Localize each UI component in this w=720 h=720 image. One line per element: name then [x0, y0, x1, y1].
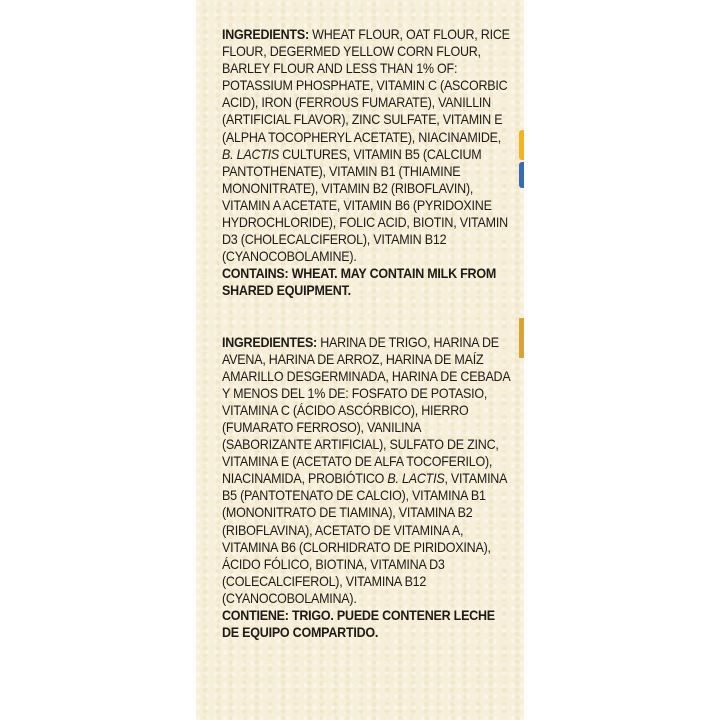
contiene-statement: CONTIENE: TRIGO. PUEDE CONTENER LECHE DE EQUIPO COMPARTIDO.	[222, 608, 495, 641]
english-ingredients	[222, 26, 512, 300]
ingredientes-list-continued: , VITAMINA B5 (PANTOTENATO DE CALCIO), VITAMINA B1 (MONONITRATO DE TIAMINA), VITAMINA B2 (RIBOFLAVINA), ACETATO DE VITAMINA A, VITAMINA B6 (CLORHIDRATO DE PIRIDOXINA), ÁCIDO FÓLICO, BIOTINA, VITAMINA D3 (COLECALCIFEROL), VITAMINA B12 (CYANOCOBOLAMINA).	[222, 471, 507, 606]
lactis-italic-es: B. LACTIS	[387, 471, 445, 487]
ingredients-panel	[196, 0, 524, 720]
lactis-italic: B. LACTIS	[222, 146, 280, 162]
ingredients-text	[222, 26, 512, 641]
english-ingredients-paragraph	[222, 26, 512, 265]
allergen-statement: CONTAINS: WHEAT. MAY CONTAIN MILK FROM SHARED EQUIPMENT.	[222, 266, 497, 299]
ingredients-list-continued: CULTURES, VITAMIN B5 (CALCIUM PANTOTHENATE), VITAMIN B1 (THIAMINE MONONITRATE), VITAMIN B2 (RIBOFLAVIN), VITAMIN A ACETATE, VITAMIN B6 (PYRIDOXINE HYDROCHLORIDE), FOLIC ACID, BIOTIN, VITAMIN D3 (CHOLECALCIFEROL), VITAMIN B12 (CYANOCOBOLAMINE).	[222, 146, 508, 265]
spanish-ingredients-paragraph	[222, 334, 512, 608]
ingredients-label: INGREDIENTS:	[222, 27, 309, 42]
package-art-blue-fragment	[519, 162, 524, 188]
ingredients-list: WHEAT FLOUR, OAT FLOUR, RICE FLOUR, DEGERMED YELLOW CORN FLOUR, BARLEY FLOUR AND LESS THAN 1% OF: POTASSIUM PHOSPHATE, VITAMIN C (ASCORBIC ACID), IRON (FERROUS FUMARATE), VANILLIN (ARTIFICIAL FLAVOR), ZINC SULFATE, VITAMIN E (ALPHA TOCOPHERYL ACETATE), NIACINAMIDE,	[222, 27, 510, 145]
spanish-ingredients	[222, 334, 512, 642]
ingredientes-list: HARINA DE TRIGO, HARINA DE AVENA, HARINA DE ARROZ, HARINA DE MAÍZ AMARILLO DESGERMINADA, HARINA DE CEBADA Y MENOS DEL 1% DE: FOSFATO DE POTASIO, VITAMINA C (ÁCIDO ASCÓRBICO), HIERRO (FUMARATO FERROSO), VANILINA (SABORIZANTE ARTIFICIAL), SULFATO DE ZINC, VITAMINA E (ACETATO DE ALFA TOCOFERILO), NIACINAMIDA, PROBIÓTICO	[222, 334, 510, 487]
package-art-sun-fragment	[519, 130, 524, 160]
package-art-gold-fragment	[519, 318, 524, 358]
ingredientes-label: INGREDIENTES:	[222, 334, 317, 350]
